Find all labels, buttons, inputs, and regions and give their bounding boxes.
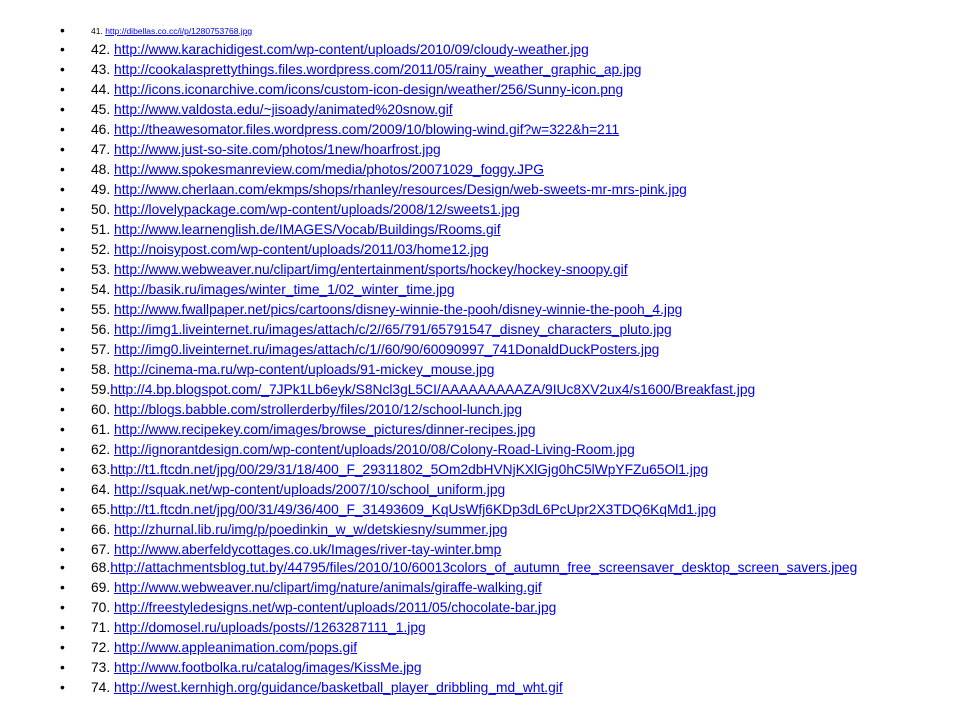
list-item [60,202,930,217]
reference-link[interactable]: http://www.just-so-site.com/photos/1new/hoarfrost.jpg [114,142,441,157]
bullet-icon: • [60,62,65,77]
list-item [60,82,930,97]
reference-link[interactable]: http://blogs.babble.com/strollerderby/files/2010/12/school-lunch.jpg [114,402,523,417]
list-item [60,382,930,397]
bullet-icon: • [60,422,65,437]
list-item [60,322,930,337]
list-item [60,362,930,377]
reference-link[interactable]: http://www.karachidigest.com/wp-content/uploads/2010/09/cloudy-weather.jpg [114,42,589,57]
reference-number: 58. [91,362,115,377]
reference-link[interactable]: http://www.spokesmanreview.com/media/photos/20071029_foggy.JPG [114,162,545,177]
reference-link[interactable]: http://basik.ru/images/winter_time_1/02_winter_time.jpg [114,282,455,297]
list-item [60,640,930,655]
list-item [60,162,930,177]
reference-number: 49. [91,182,115,197]
bullet-icon: • [60,482,65,497]
list-item [60,442,930,457]
bullet-icon: • [60,222,65,237]
reference-number: 57. [91,342,115,357]
reference-number: 50. [91,202,115,217]
reference-number: 67. [91,542,115,557]
bullet-icon: • [60,182,65,197]
reference-link[interactable]: http://www.appleanimation.com/pops.gif [114,639,358,655]
reference-link[interactable]: http://theawesomator.files.wordpress.com/2009/10/blowing-wind.gif?w=322&h=211 [114,122,620,137]
reference-number: 44. [91,82,115,97]
list-item [60,302,930,317]
bullet-icon: • [60,542,65,557]
bullet-icon: • [60,322,65,337]
bullet-icon: • [60,402,65,417]
list-item [60,182,930,197]
reference-link[interactable]: http://noisypost.com/wp-content/uploads/2011/03/home12.jpg [114,242,489,257]
bullet-icon: • [60,42,65,57]
bullet-icon: • [60,342,65,357]
reference-link[interactable]: http://west.kernhigh.org/guidance/basketball_player_dribbling_md_wht.gif [114,679,563,695]
list-item [60,482,930,497]
list-item [60,542,930,557]
bullet-icon: • [60,142,65,157]
reference-number: 69. [91,579,115,595]
reference-link[interactable]: http://img0.liveinternet.ru/images/attach/c/1//60/90/60090997_741DonaldDuckPosters.jpg [114,342,660,357]
reference-number: 72. [91,639,115,655]
reference-link[interactable]: http://attachmentsblog.tut.by/44795/files/2010/10/60013colors_of_autumn_free_screensaver_desktop_screen_savers.jpeg [110,560,858,575]
bullet-icon: • [60,522,65,537]
bullet-icon: • [60,599,65,615]
reference-link[interactable]: http://zhurnal.lib.ru/img/p/poedinkin_w_w/detskiesny/summer.jpg [114,522,508,537]
list-item [60,502,930,517]
reference-number: 62. [91,442,115,457]
list-item [60,62,930,77]
bullet-icon: • [60,242,65,257]
list-item [60,242,930,257]
reference-number: 59. [91,382,111,397]
bullet-icon: • [60,502,65,517]
reference-number: 71. [91,619,115,635]
list-item [60,660,930,675]
reference-list [60,23,930,700]
reference-number: 41. [91,26,106,36]
list-item [60,142,930,157]
list-item [60,580,930,595]
reference-number: 51. [91,222,115,237]
reference-link[interactable]: http://www.learnenglish.de/IMAGES/Vocab/Buildings/Rooms.gif [114,222,501,237]
bullet-icon: • [60,639,65,655]
list-item [60,680,930,695]
list-item [60,42,930,57]
reference-link[interactable]: http://www.webweaver.nu/clipart/img/nature/animals/giraffe-walking.gif [114,579,542,595]
bullet-icon: • [60,442,65,457]
reference-link[interactable]: http://cinema-ma.ru/wp-content/uploads/91-mickey_mouse.jpg [114,362,495,377]
reference-number: 66. [91,522,115,537]
reference-link[interactable]: http://www.recipekey.com/images/browse_pictures/dinner-recipes.jpg [114,422,536,437]
reference-link[interactable]: http://ignorantdesign.com/wp-content/uploads/2010/08/Colony-Road-Living-Room.jpg [114,442,635,457]
list-item [60,620,930,635]
reference-link[interactable]: http://dibellas.co.cc/i/p/1280753768.jpg [105,26,253,36]
list-item [60,23,930,38]
bullet-icon: • [60,122,65,137]
reference-number: 60. [91,402,115,417]
reference-link[interactable]: http://t1.ftcdn.net/jpg/00/31/49/36/400_F_31493609_KqUsWfj6KDp3dL6PcUpr2X3TDQ6KqMd1.jpg [110,502,717,517]
bullet-icon: • [60,23,65,38]
reference-link[interactable]: http://www.webweaver.nu/clipart/img/entertainment/sports/hockey/hockey-snoopy.gif [114,262,628,277]
list-item [60,102,930,117]
list-item [60,422,930,437]
list-item [60,222,930,237]
reference-number: 61. [91,422,115,437]
reference-number: 64. [91,482,115,497]
bullet-icon: • [60,102,65,117]
bullet-icon: • [60,262,65,277]
reference-number: 42. [91,42,115,57]
reference-link[interactable]: http://icons.iconarchive.com/icons/custom-icon-design/weather/256/Sunny-icon.png [114,82,624,97]
bullet-icon: • [60,302,65,317]
list-item [60,262,930,277]
reference-number: 48. [91,162,115,177]
reference-number: 63. [91,462,111,477]
reference-link[interactable]: http://www.footbolka.ru/catalog/images/KissMe.jpg [114,659,422,675]
reference-link[interactable]: http://www.aberfeldycottages.co.uk/Images/river-tay-winter.bmp [114,542,502,557]
reference-link[interactable]: http://www.cherlaan.com/ekmps/shops/rhanley/resources/Design/web-sweets-mr-mrs-pink.jpg [114,182,687,197]
reference-link[interactable]: http://domosel.ru/uploads/posts//1263287111_1.jpg [114,619,426,635]
bullet-icon: • [60,202,65,217]
bullet-icon: • [60,282,65,297]
list-item [60,600,930,615]
bullet-icon: • [60,619,65,635]
reference-number: 53. [91,262,115,277]
reference-link[interactable]: http://freestyledesigns.net/wp-content/uploads/2011/05/chocolate-bar.jpg [114,599,557,615]
bullet-icon: • [60,560,65,575]
reference-link[interactable]: http://lovelypackage.com/wp-content/uploads/2008/12/sweets1.jpg [114,202,520,217]
bullet-icon: • [60,659,65,675]
bullet-icon: • [60,579,65,595]
reference-number: 45. [91,102,115,117]
list-item [60,562,930,575]
bullet-icon: • [60,362,65,377]
reference-link[interactable]: http://squak.net/wp-content/uploads/2007/10/school_uniform.jpg [114,482,506,497]
reference-number: 46. [91,122,115,137]
reference-number: 65. [91,502,111,517]
reference-link[interactable]: http://img1.liveinternet.ru/images/attach/c/2//65/791/65791547_disney_characters_pluto.jpg [114,322,672,337]
list-item [60,462,930,477]
reference-number: 70. [91,599,115,615]
list-item [60,122,930,137]
reference-link[interactable]: http://www.fwallpaper.net/pics/cartoons/disney-winnie-the-pooh/disney-winnie-the-pooh_4.jpg [114,302,683,317]
reference-number: 52. [91,242,115,257]
reference-number: 43. [91,62,115,77]
reference-number: 54. [91,282,115,297]
reference-link[interactable]: http://4.bp.blogspot.com/_7JPk1Lb6eyk/S8Ncl3gL5CI/AAAAAAAAAZA/9IUc8XV2ux4/s1600/Breakfast.jpg [110,382,756,397]
reference-number: 55. [91,302,115,317]
reference-number: 73. [91,659,115,675]
list-item [60,282,930,297]
bullet-icon: • [60,679,65,695]
reference-number: 68. [91,560,111,575]
reference-number: 47. [91,142,115,157]
reference-link[interactable]: http://t1.ftcdn.net/jpg/00/29/31/18/400_F_29311802_5Om2dbHVNjKXlGjg0hC5lWpYFZu65Ol1.jpg [110,462,709,477]
list-item [60,342,930,357]
bullet-icon: • [60,462,65,477]
reference-link[interactable]: http://cookalasprettythings.files.wordpress.com/2011/05/rainy_weather_graphic_ap.jpg [114,62,642,77]
bullet-icon: • [60,382,65,397]
reference-number: 74. [91,679,115,695]
list-item [60,522,930,537]
bullet-icon: • [60,82,65,97]
list-item [60,402,930,417]
bullet-icon: • [60,162,65,177]
reference-link[interactable]: http://www.valdosta.edu/~jisoady/animated%20snow.gif [114,102,453,117]
reference-number: 56. [91,322,115,337]
